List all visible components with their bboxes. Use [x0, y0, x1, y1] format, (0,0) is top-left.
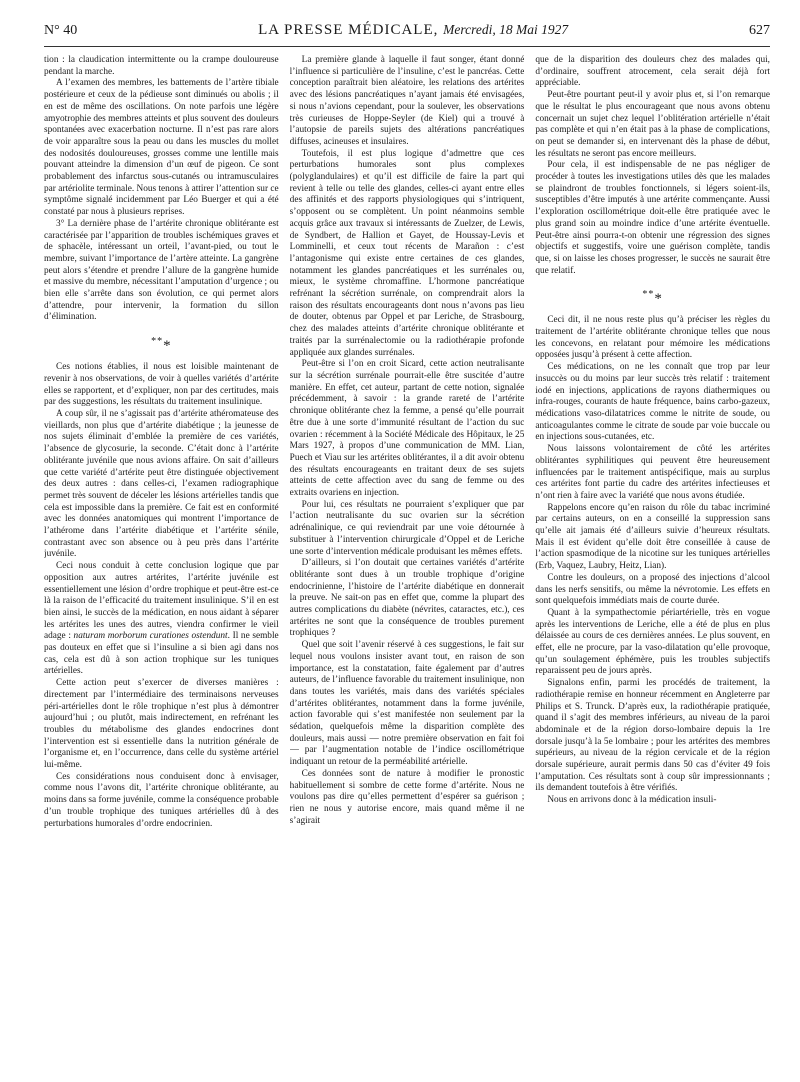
paragraph: Ces considérations nous conduisent donc à envisager, comme nous l’avons dit, l’artérite chronique oblitérante, au moins dans sa forme juvénile, comme la conséquence probable d’un trouble trophique des tuniques artérielles dû à des perturbations humorales d’ordre endocrinien. [44, 771, 279, 829]
header-rule [44, 46, 770, 47]
column-2 [290, 55, 525, 1074]
issue-date: Mercredi, 18 Mai 1927 [443, 22, 569, 37]
paragraph: Contre les douleurs, on a proposé des injections d’alcool dans les nerfs sensitifs, ou même la névrotomie. Les effets en sont quelquefois immédiats mais de courte durée. [535, 572, 771, 607]
paragraph: 3° La dernière phase de l’artérite chronique oblitérante est caractérisée par l’apparition de troubles ischémiques graves et de sphacèle, intéressant un orteil, l’avant-pied, ou tout le membre, suivant l’importance de l’artère atteinte. La gangrène peut alors s’étendre et prendre l’allure de la gangrène humide et massive du membre, nécessitant l’amputation d’urgence ; ou bien elle s’arrête dans son évolution, ce qui permet alors d’attendre, pour intervenir, la formation du sillon d’élimination. [44, 218, 279, 323]
paragraph: tion : la claudication intermittente ou la crampe douloureuse pendant la marche. [44, 55, 279, 77]
article-columns [44, 55, 770, 1074]
paragraph: Rappelons encore qu’en raison du rôle du tabac incriminé par certains auteurs, on en a conseillé la suppression sans qu’elle ait jamais été d’ailleurs suivie d’heureux résultats. Mais il est évident qu’elle doit être conseillée à cause de l’action spasmodique de la nicotine sur les tuniques artérielles (Erb, Vaquez, Laubry, Heitz, Lian). [535, 502, 771, 572]
paragraph: D’ailleurs, si l’on doutait que certaines variétés d’artérite oblitérante sont dues à un trouble trophique d’origine endocrinienne, l’histoire de l’artérite diabétique en donnerait la preuve. Ne sait-on pas en effet que, comme la plupart des autres complications du diabète (névrites, cataractes, etc.), ces artérites ne sont que la conséquence de troubles purement trophiques ? [289, 558, 525, 639]
section-separator-stars: *** [642, 289, 663, 308]
paragraph: A l’examen des membres, les battements de l’artère tibiale postérieure et ceux de la pédieuse sont diminués ou abolis ; il en est de même des oscillations. On note parfois une légère amyotrophie des membres atteints et plus souvent des douleurs spontanées avec exacerbation nocturne. Il n’est pas rare alors de voir apparaître sous la peau ou dans les muscles du mollet des nodosités douloureuses, grosses comme une lentille mais pouvant atteindre la dimension d’un œuf de pigeon. Ce sont probablement des infarctus sous-cutanés ou intramusculaires par artériolite terminale. Nous tenons à attirer l’attention sur ce symptôme signalé incidemment par Léo Buerger et qui a été constaté par nous à plusieurs reprises. [44, 78, 279, 218]
page-number: 627 [749, 23, 770, 38]
paragraph: Nous laissons volontairement de côté les artérites oblitérantes syphilitiques qui peuvent être heureusement influencées par le traitement antispécifique, mais au surplus ces artérites font partie du cadre des artérites infectieuses et n’ont rien à faire avec la variété que nous avons étudiée. [535, 444, 771, 501]
journal-name: LA PRESSE MÉDICALE, [258, 22, 439, 38]
paragraph: Ces notions établies, il nous est loisible maintenant de revenir à nos observations, de voir à quelles variétés d’artérite elles se rapportent, et d’expliquer, non par des certitudes, mais par des suggestions, les résultats du traitement insulinique. [44, 362, 279, 408]
paragraph: Ces données sont de nature à modifier le pronostic habituellement si sombre de cette forme d’artérite. Nous ne voulons pas dire qu’elles permettent d’espérer sa guérison ; rien ne nous y autorise encore, mais quand même il ne s’agirait [289, 768, 525, 826]
issue-number: N° 40 [44, 23, 78, 38]
paragraph: que de la disparition des douleurs chez des malades qui, d’ordinaire, souffrent atrocement, cela serait déjà fort appréciable. [535, 55, 771, 89]
paragraph: Quel que soit l’avenir réservé à ces suggestions, le fait sur lequel nous voulons insister avant tout, en raison de son importance, est la constatation, faite également par d’autres auteurs, de l’influence favorable du traitement insulinique, non dans toutes les variétés, mais dans des variétés spéciales d’artérites oblitérantes, notamment dans la forme juvénile, action favorable qui s’est manifestée non seulement par la sédation, quelquefois même la disparition complète des douleurs, mais aussi — notre première observation en fait foi — par l’augmentation notable de l’indice oscillométrique indiquant un retour de la perméabilité artérielle. [289, 640, 525, 768]
paragraph: Cette action peut s’exercer de diverses manières : directement par l’intermédiaire des terminaisons nerveuses péri-artérielles dont le rôle trophique n’est plus à démontrer aujourd’hui ; ou plutôt, mais indirectement, en refrénant les troubles du métabolisme des glandes endocrines dont l’intervention est si essentielle dans la nutrition générale de l’organisme et, en l’occurrence, dans celle du système artériel lui-même. [44, 678, 279, 771]
column-1 [44, 55, 279, 1074]
paragraph: A coup sûr, il ne s’agissait pas d’artérite athéromateuse des vieillards, non plus que d’artérite diabétique ; la jeunesse de nos sujets éliminait d’emblée la première de ces variétés, l’absence de glycosurie, la seconde. C’était donc à l’artérite oblitérante juvénile que nous avions affaire. On sait d’ailleurs que cette variété d’artérite peut être distinguée objectivement des deux autres : dans celles-ci, l’examen radiographique permet très souvent de déceler les lésions artérielles tandis que cela est impossible dans la première. Ce fait est en conformité avec les données anatomiques qui montrent l’importance de l’athérome dans l’artérite diabétique et l’artérite sénile, contrastant avec son absence ou à peu près dans l’artérite juvénile. [44, 408, 279, 560]
paragraph: Pour cela, il est indispensable de ne pas négliger de procéder à toutes les investigations utiles dès que les malades se plaindront de troubles fonctionnels, si légers soient-ils, susceptibles d’être imputés à une artérite commençante. Aussi l’exploration oscillométrique doit-elle être pratiquée avec le plus grand soin au moindre indice d’une artérite éventuelle. Peut-être ainsi pourra-t-on obtenir une régression des signes objectifs et suggestifs, voire une guérison complète, tandis que, si on laisse les choses progresser, le succès ne saurait être que relatif. [535, 160, 771, 276]
paragraph: Peut-être pourtant peut-il y avoir plus et, si l’on remarque que le résultat le plus encourageant que nous avons obtenu concernait un sujet chez lequel l’oblitération artérielle n’était pas complète et qui n’en était pas à la phase de complications, on peut se demander si, en intervenant dès la phase de début, les résultats ne seront pas encore meilleurs. [535, 90, 771, 159]
paragraph: La première glande à laquelle il faut songer, étant donné l’influence si particulière de l’insuline, c’est le pancréas. Cette conception paraîtrait bien aléatoire, les relations des artérites avec des lésions pancréatiques n’ayant jamais été envisagées, si nous n’avions cependant, pour la soulever, les observations très curieuses de Hoppe-Seyler (de Kiel) qui a trouvé à l’autopsie de pareils sujets des altérations pancréatiques diffuses, acineuses et insulaires. [289, 55, 525, 147]
paragraph: Toutefois, il est plus logique d’admettre que ces perturbations humorales sont plus complexes (polyglandulaires) et qu’il est difficile de faire la part qui revient à telle ou telle des glandes, celles-ci ayant entre elles des affinités et des rapports physiologiques qui s’intriquent, s’opposent ou se complètent. Un point néanmoins semble acquis grâce aux travaux si intéressants de Zuelzer, de Lewis, de Syndbert, de Hallion et Gayet, de Houssay-Levis et Lomminelli, et ceux tout récents de Marañon : c’est l’antagonisme qui existe entre certaines de ces glandes, notamment les glandes pancréatiques et les surrénales ou, mieux, le système chromaffine. L’hormone pancréatique refrénant la sécrétion surrénale, on comprendrait alors la raison des résultats encourageants dont nous n’avons pas lieu de douter, obtenus par Oppel et par Leriche, de Strasbourg, chez des malades atteints d’artérite chronique oblitérante et traités par la surrénalectomie ou la radiothérapie profonde appliquée aux glandes surrénales. [289, 148, 525, 358]
running-header [44, 22, 770, 44]
paragraph: Peut-être si l’on en croit Sicard, cette action neutralisante sur la sécrétion surrénale pourrait-elle être suscitée d’autre manière. En effet, cet auteur, partant de cette notion, signalée précédemment, à savoir : la grande rareté de l’artérite chronique oblitérante chez la femme, a pensé qu’elle pourrait être due à une sorte d’immunité résultant de l’action du suc ovarien : récemment à la Société Médicale des Hôpitaux, le 25 Mars 1927, à propos d’une communication de MM. Lian, Puech et Viau sur les artérites oblitérantes, il a dit avoir obtenu des résultats encourageants en traitant deux de ses sujets atteints de cette affection avec du sang de femme ou des extraits ovariens en injection. [289, 359, 525, 499]
paragraph: Pour lui, ces résultats ne pourraient s’expliquer que par l’action neutralisante du suc ovarien sur la sécrétion adrénalinique, ce qui reviendrait par une voie détournée à substituer à l’intervention chirurgicale d’Oppel et de Leriche une sorte d’intervention médicale produisant les mêmes effets. [289, 499, 525, 557]
paragraph: Ces médications, on ne les connaît que trop par leur insuccès ou du moins par leur succès très relatif : traitement iodé en injections, applications de rayons diathermiques ou infra-rouges, courants de haute fréquence, bains carbo-gazeux, médications vaso-dilatatrices comme le nitrite de soude, ou anticoagulantes comme le citrate de soude par voie buccale ou en injections sous-cutanées, etc. [535, 362, 771, 443]
paragraph: Nous en arrivons donc à la médication insuli- [547, 795, 717, 806]
journal-title [258, 22, 568, 39]
paragraph: Quant à la sympathectomie périartérielle, très en vogue après les interventions de Leriche, elle a été de plus en plus délaissée au cours de ces dernières années. Le plus souvent, en effet, elle ne procure, par la vaso-dilatation qu’elle provoque, qu’un soulagement éphémère, puis les troubles subjectifs reparaissent peu de jours après. [535, 607, 771, 677]
column-3 [535, 55, 770, 1074]
section-separator-stars: *** [151, 336, 172, 355]
paragraph: Signalons enfin, parmi les procédés de traitement, la radiothérapie remise en honneur récemment en Angleterre par Philips et S. Trunck. D’après eux, la radiothérapie pratiquée, quand il s’agit des membres inférieurs, au niveau de la paroi abdominale et de la région dorso-lombaire depuis la 1re dorsale jusqu’à la 5e lombaire ; pour les artérites des membres supérieurs, au niveau de la région cervicale et de la région dorsale supérieure, aurait permis dans 50 cas d’éviter 49 fois l’amputation. Ces résultats sont à coup sûr impressionnants ; ils demandent toutefois à être vérifiés. [535, 678, 771, 794]
paragraph: Ceci dit, il ne nous reste plus qu’à préciser les règles du traitement de l’artérite oblitérante chronique telles que nous les concevons, en relatant pour mémoire les médications opposées jusqu’à présent à cette affection. [535, 315, 771, 361]
paragraph: Ceci nous conduit à cette conclusion logique que par opposition aux autres artérites, l’artérite juvénile est essentiellement une lésion d’ordre trophique et peut-être est-ce là la raison de l’efficacité du traitement insulinique. S’il en est bien ainsi, le succès de la médication, en nous aidant à séparer les artérites les unes des autres, viendra confirmer le vieil adage : naturam morborum curationes ostendunt. Il ne semble pas douteux en effet que si l’insuline a si bien agi dans nos cas, cela est dû à son action trophique sur les tuniques artérielles. [44, 561, 279, 677]
